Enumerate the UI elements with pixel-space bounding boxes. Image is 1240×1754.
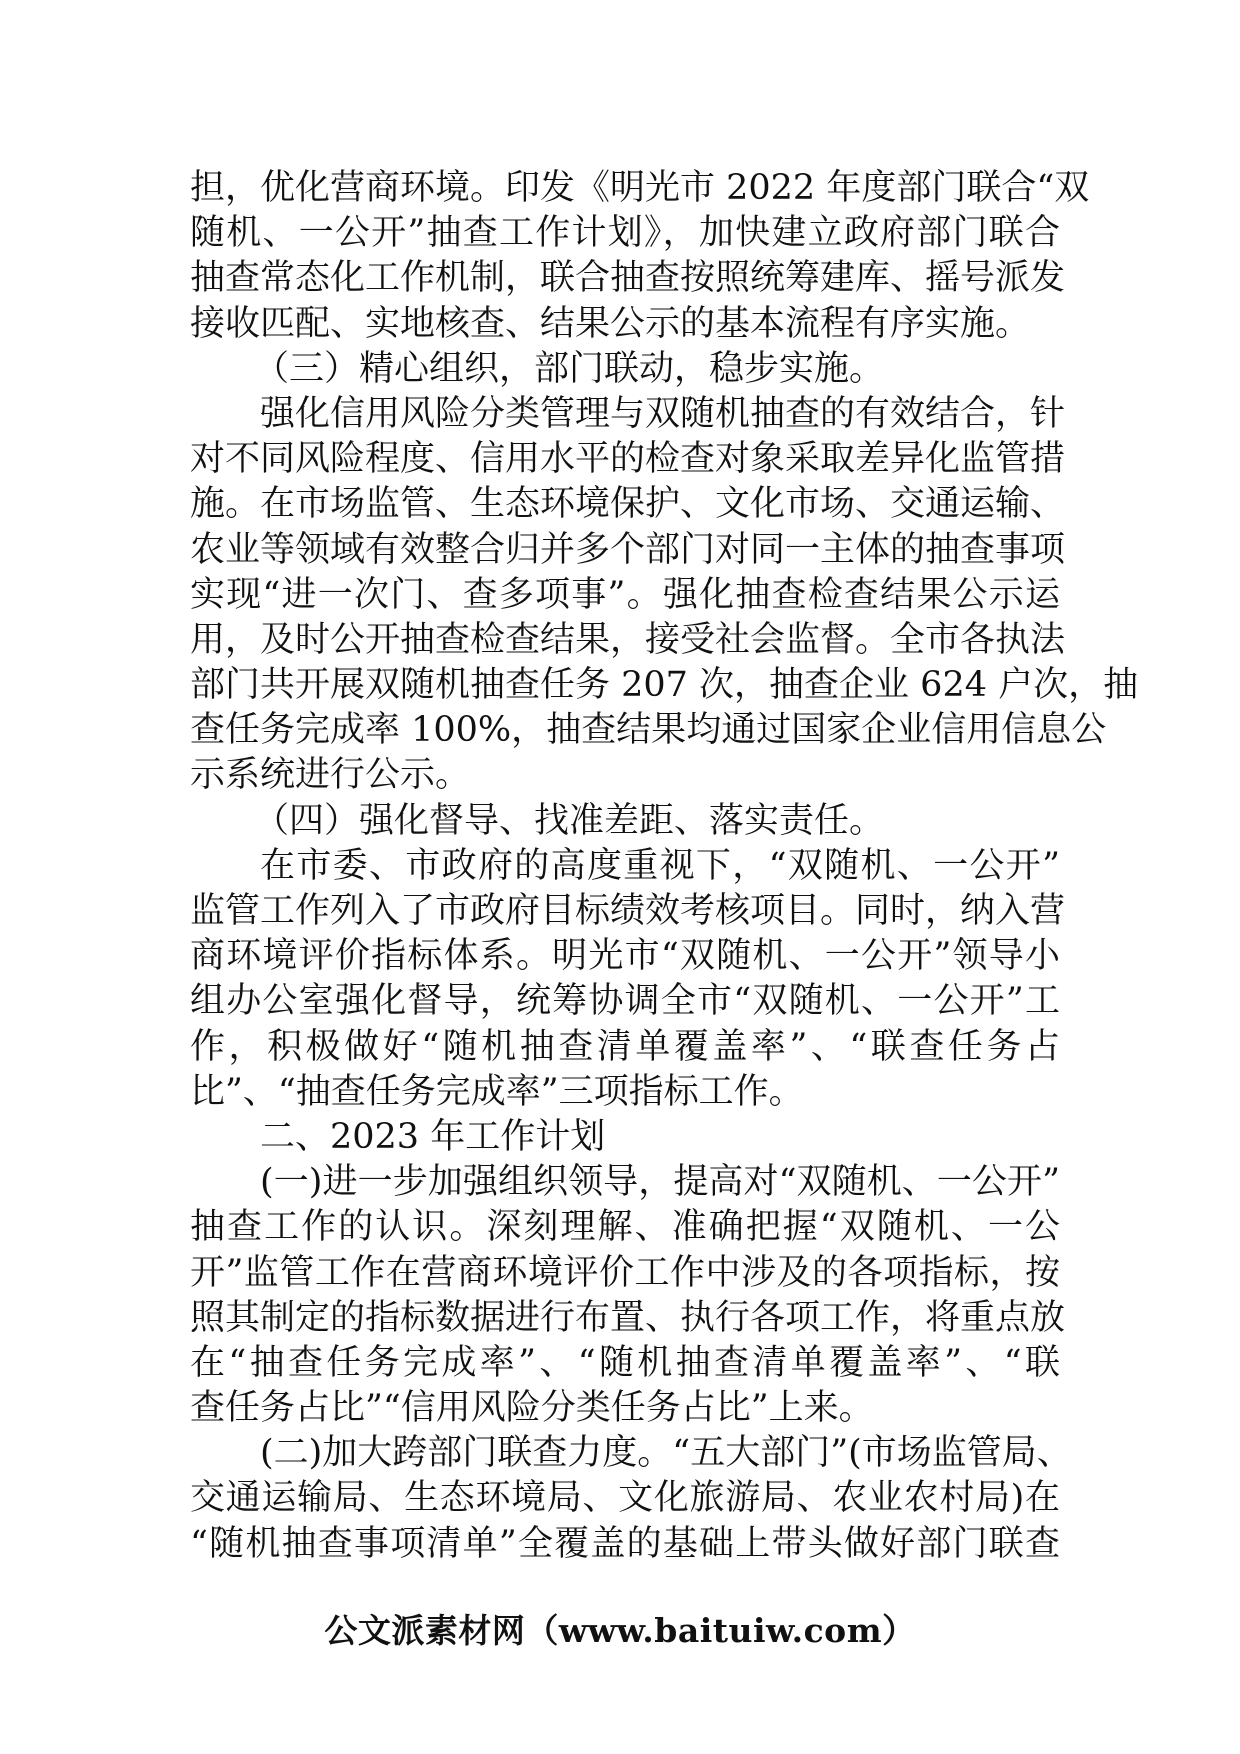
text-line: “随机抽查事项清单”全覆盖的基础上带头做好部门联查 xyxy=(190,1523,1060,1564)
text-line: 在“抽查任务完成率”、“随机抽查清单覆盖率”、“联 xyxy=(190,1342,1060,1383)
text-line: 强化信用风险分类管理与双随机抽查的有效结合，针 xyxy=(260,393,1066,434)
text-line: (二)加大跨部门联查力度。“五大部门”(市场监管局、 xyxy=(260,1433,1072,1474)
text-line: 照其制定的指标数据进行布置、执行各项工作，将重点放 xyxy=(190,1297,1066,1338)
text-line: 交通运输局、生态环境局、文化旅游局、农业农村局)在 xyxy=(190,1478,1060,1519)
text-line: 施。在市场监管、生态环境保护、文化市场、交通运输、 xyxy=(190,484,1066,525)
footer-watermark: 公文派素材网（www.baituiw.com） xyxy=(324,1611,916,1650)
text-line: 监管工作列入了市政府目标绩效考核项目。同时，纳入营 xyxy=(190,891,1066,931)
document-body xyxy=(190,166,1139,1567)
text-line: 查任务完成率 100%，抽查结果均通过国家企业信用信息公 xyxy=(190,710,1107,751)
section-heading-3: （三）精心组织，部门联动，稳步实施。 xyxy=(254,348,885,389)
text-line: 在市委、市政府的高度重视下，“双随机、一公开” xyxy=(260,845,1060,886)
text-line: 抽查工作的认识。深刻理解、准确把握“双随机、一公 xyxy=(190,1207,1060,1248)
text-line: 示系统进行公示。 xyxy=(190,755,471,796)
text-line: 作，积极做好“随机抽查清单覆盖率”、“联查任务占 xyxy=(190,1026,1060,1067)
text-line: 用，及时公开抽查检查结果，接受社会监督。全市各执法 xyxy=(190,619,1066,660)
text-line: 农业等领域有效整合归并多个部门对同一主体的抽查事项 xyxy=(190,529,1066,570)
text-line: 比”、“抽查任务完成率”三项指标工作。 xyxy=(190,1071,804,1112)
text-line: 查任务占比”“信用风险分类任务占比”上来。 xyxy=(190,1388,874,1429)
text-line: 实现“进一次门、查多项事”。强化抽查检查结果公示运 xyxy=(190,574,1060,615)
text-line: 抽查常态化工作机制，联合抽查按照统筹建库、摇号派发 xyxy=(190,258,1066,299)
text-line: 开”监管工作在营商环境评价工作中涉及的各项指标，按 xyxy=(190,1252,1060,1293)
section-heading-plan-2023: 二、2023 年工作计划 xyxy=(260,1116,606,1157)
text-line: 部门共开展双随机抽查任务 207 次，抽查企业 624 户次，抽 xyxy=(190,665,1139,706)
text-line: 商环境评价指标体系。明光市“双随机、一公开”领导小 xyxy=(190,936,1060,977)
section-heading-4: （四）强化督导、找准差距、落实责任。 xyxy=(254,800,885,841)
text-line: 随机、一公开”抽查工作计划》，加快建立政府部门联合 xyxy=(190,213,1060,254)
text-line: (一)进一步加强组织领导，提高对“双随机、一公开” xyxy=(260,1162,1060,1203)
text-line: 组办公室强化督导，统筹协调全市“双随机、一公开”工 xyxy=(190,981,1060,1022)
text-line: 接收匹配、实地核查、结果公示的基本流程有序实施。 xyxy=(190,303,1031,344)
text-line: 担，优化营商环境。印发《明光市 2022 年度部门联合“双 xyxy=(190,168,1090,208)
text-line: 对不同风险程度、信用水平的检查对象采取差异化监管措 xyxy=(190,439,1066,480)
